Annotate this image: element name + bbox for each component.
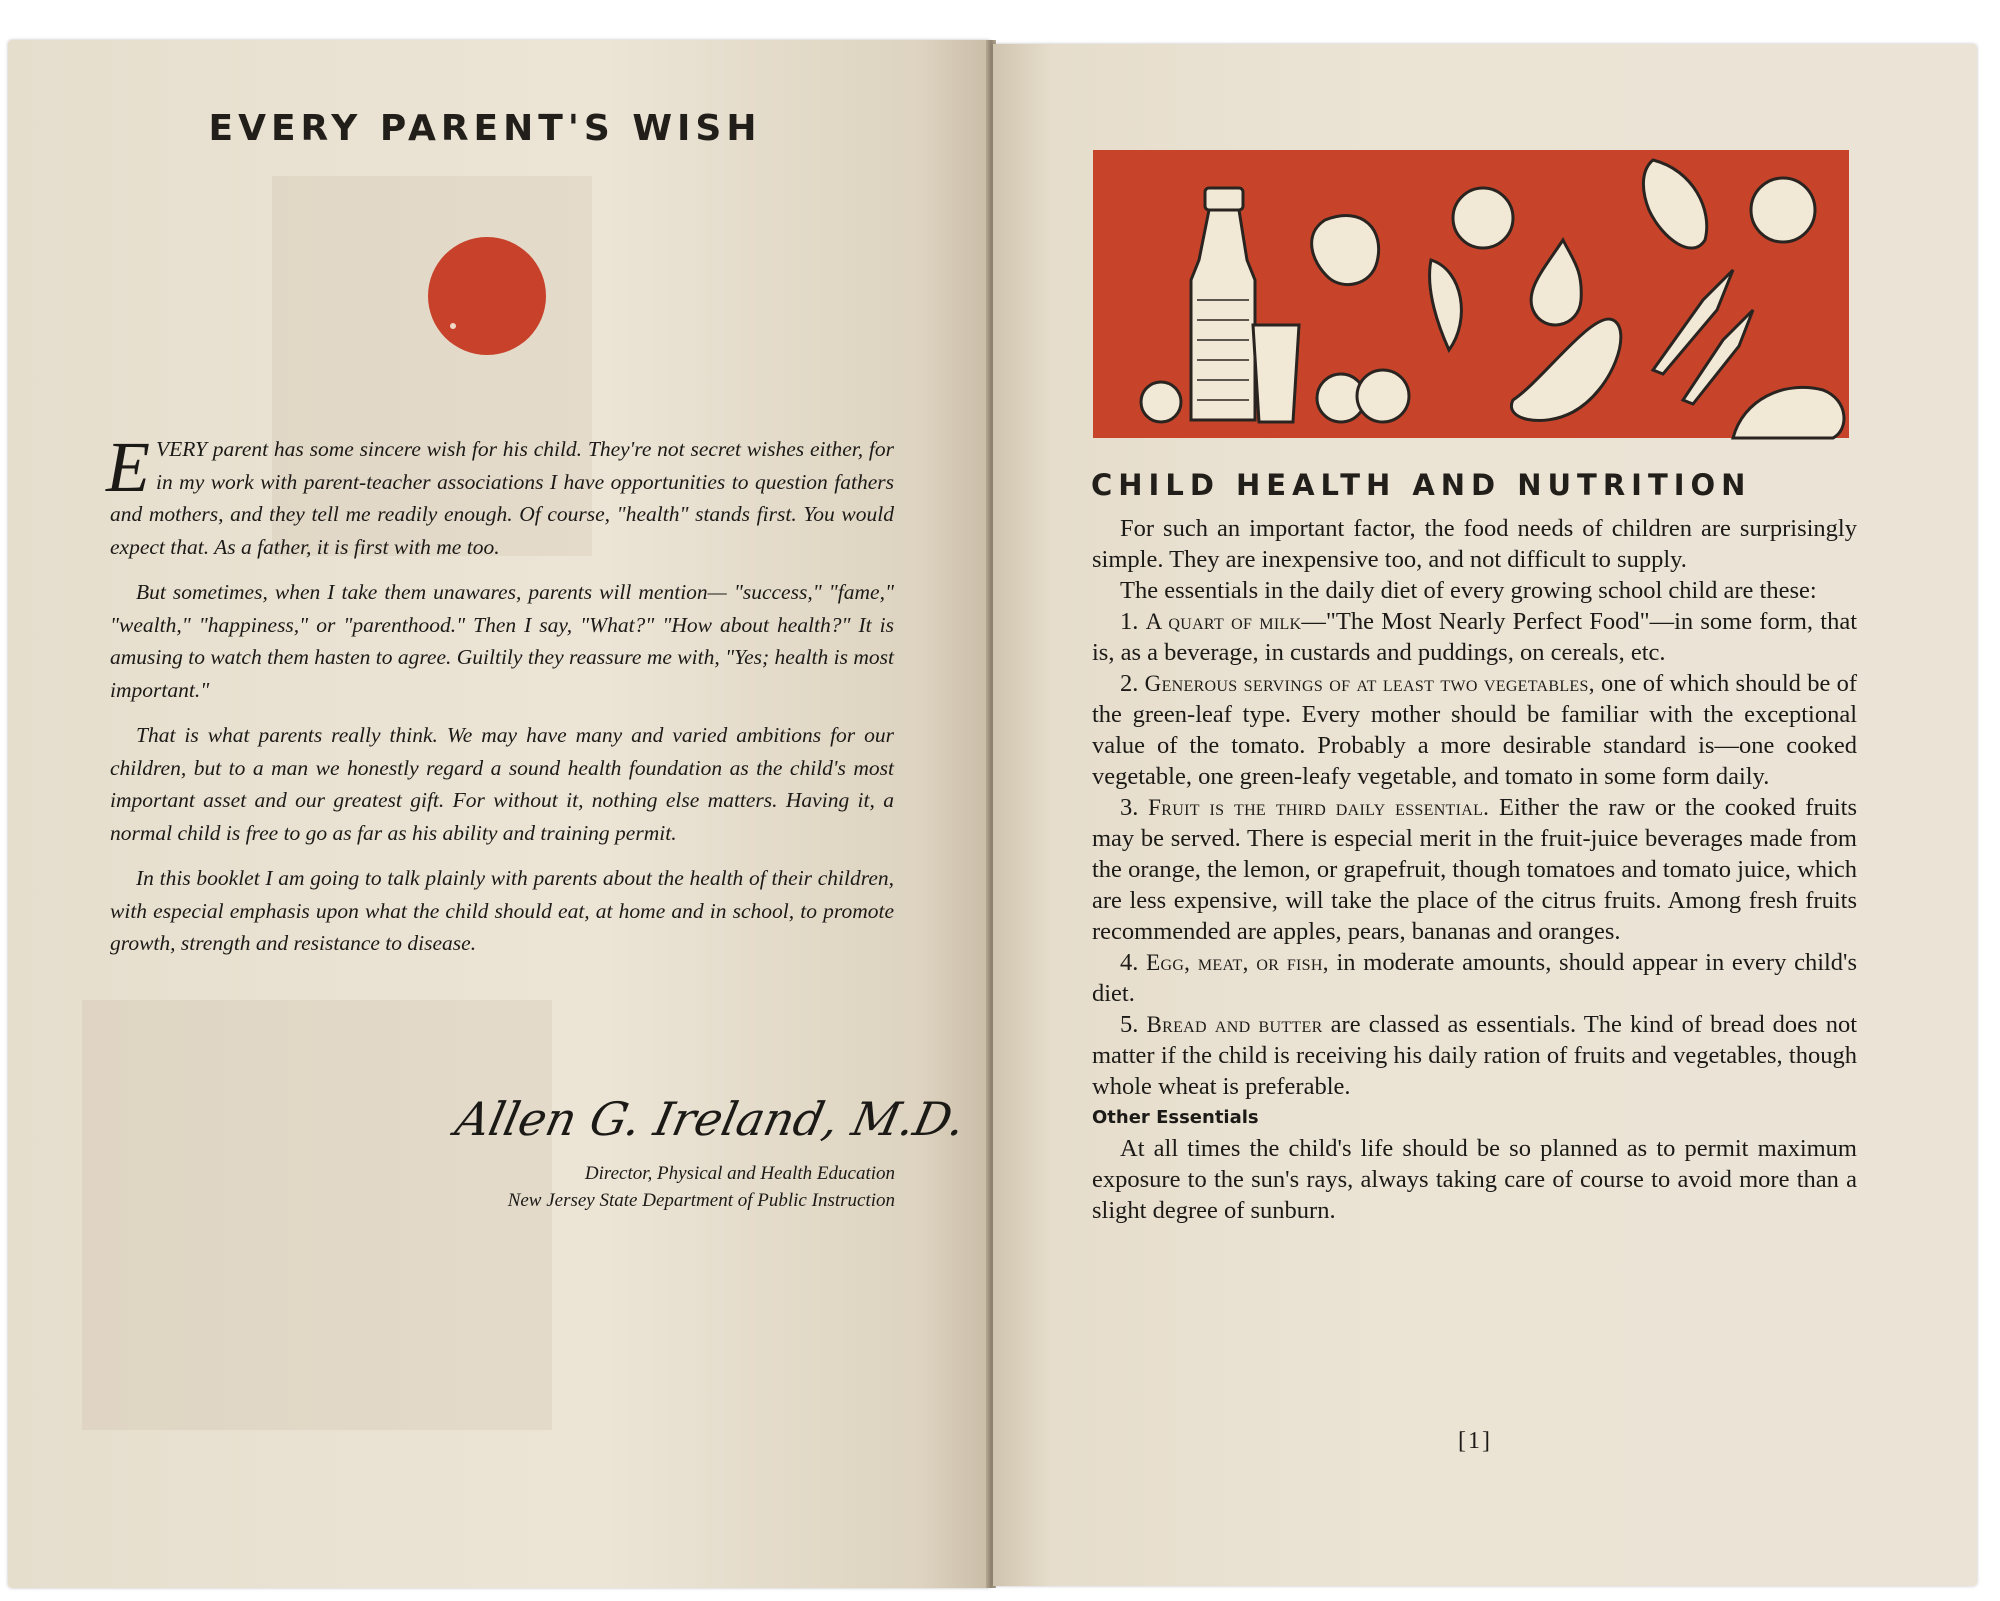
signature-title-line: New Jersey State Department of Public Instruction [507,1190,895,1211]
squash-icon [1511,319,1620,420]
right-page-title: CHILD HEALTH AND NUTRITION [1091,468,1752,502]
cauliflower-icon [1751,178,1815,242]
item-number: 2. [1120,670,1139,697]
signature-title [380,1160,895,1214]
article-paragraph: At all times the child's life should be so planned as to permit maximum exposure to the sun's rays, always taking care of course to avoid more than a slight degree of sunburn. [1092,1135,1857,1224]
item-number: 4. [1120,949,1139,976]
item-lead: A quart of milk [1145,609,1302,634]
essential-item [1092,606,1857,668]
signature-text: Allen G. Ireland, M.D. [450,1092,971,1146]
item-number: 5. [1120,1011,1139,1038]
food-illustration-banner [1093,150,1849,438]
food-illustration [1093,150,1849,438]
potato-icon [1312,216,1379,285]
handwritten-signature [450,1080,971,1160]
background-block [82,1000,552,1430]
item-text: in moderate amounts, should appear in every child's diet. [1092,949,1858,1007]
essential-item [1092,792,1857,947]
page-number: [1] [1458,1428,1492,1454]
item-number: 3. [1120,794,1139,821]
article-paragraph: For such an important factor, the food needs of children are surprisingly simple. They are inexpensive too, and not difficult to supply. [1092,515,1857,573]
pear-icon [1531,240,1581,325]
corn-icon [1643,160,1706,248]
item-text: —"The Most Nearly Perfect Food"—in some form, that is, as a beverage, in custards and puddings, on cereals, etc. [1092,608,1858,666]
item-lead: Generous servings of at least two vegetables, [1144,671,1595,696]
red-circle-ornament [428,237,546,355]
item-lead: Fruit is the third daily essential. [1148,795,1490,820]
glass-icon [1253,325,1299,422]
item-lead: Bread and butter [1146,1012,1323,1037]
letter-text: VERY parent has some sincere wish for his child. They're not secret wishes either, for in my work with parent-teacher associations I have opportunities to question fathers and mothers, and they tell me readily enough. Of course, "health" stands first. You would expect that. As a father, it is first with me too. [110,437,894,559]
essential-item [1092,668,1857,792]
apple-icon [1357,370,1409,422]
apple-icon [1141,382,1181,422]
article-paragraph: The essentials in the daily diet of every growing school child are these: [1120,577,1817,604]
item-text: are classed as essentials. The kind of bread does not matter if the child is receiving his daily ration of fruits and vegetables, though whole wheat is preferable. [1092,1011,1858,1100]
section-subhead: Other Essentials [1092,1107,1259,1128]
letter-paragraph [106,427,894,563]
parent-letter [106,427,894,973]
letter-paragraph: But sometimes, when I take them unawares, parents will mention— "success," "fame," "wealth," "happiness," or "parenthood." Then I say, "What?" "How about health?" It is amusing to watch them hasten to agree. Guiltily they reassure me with, "Yes; health is most important." [110,580,894,702]
item-text: one of which should be of the green-leaf type. Every mother should be familiar with the exceptional value of the tomato. Probably a more desirable standard is—one cooked vegetable, one green-leafy vegetable, and tomato in some form daily. [1092,670,1858,790]
item-text: Either the raw or the cooked fruits may be served. There is especial merit in the fruit-juice beverages made from the orange, the lemon, or grapefruit, though tomatoes and tomato juice, which are less expensive, will take the place of the citrus fruits. Among fresh fruits recommended are apples, pears, bananas and oranges. [1092,794,1858,945]
letter-paragraph: That is what parents really think. We may have many and varied ambitions for our children, but to a man we honestly regard a sound health foundation as the child's most important asset and our greatest gift. For without it, nothing else matters. Having it, a normal child is free to go as far as his ability and training permit. [110,723,894,845]
item-number: 1. [1120,608,1139,635]
left-page-title: EVERY PARENT'S WISH [208,108,762,149]
signature-title-line: Director, Physical and Health Education [584,1163,895,1184]
item-lead: Egg, meat, or fish, [1146,950,1329,975]
lettuce-icon [1733,387,1844,438]
tomato-icon [1453,188,1513,248]
essential-item [1092,1009,1857,1102]
milk-bottle-icon [1191,188,1255,420]
nutrition-article [1092,513,1857,1226]
pea-pod-icon [1430,260,1462,350]
letter-paragraph: In this booklet I am going to talk plainly with parents about the health of their children, with especial emphasis upon what the child should eat, at home and in school, to promote growth, strength and resistance to disease. [110,866,894,955]
drop-cap: E [106,427,150,507]
essential-item [1092,947,1857,1009]
